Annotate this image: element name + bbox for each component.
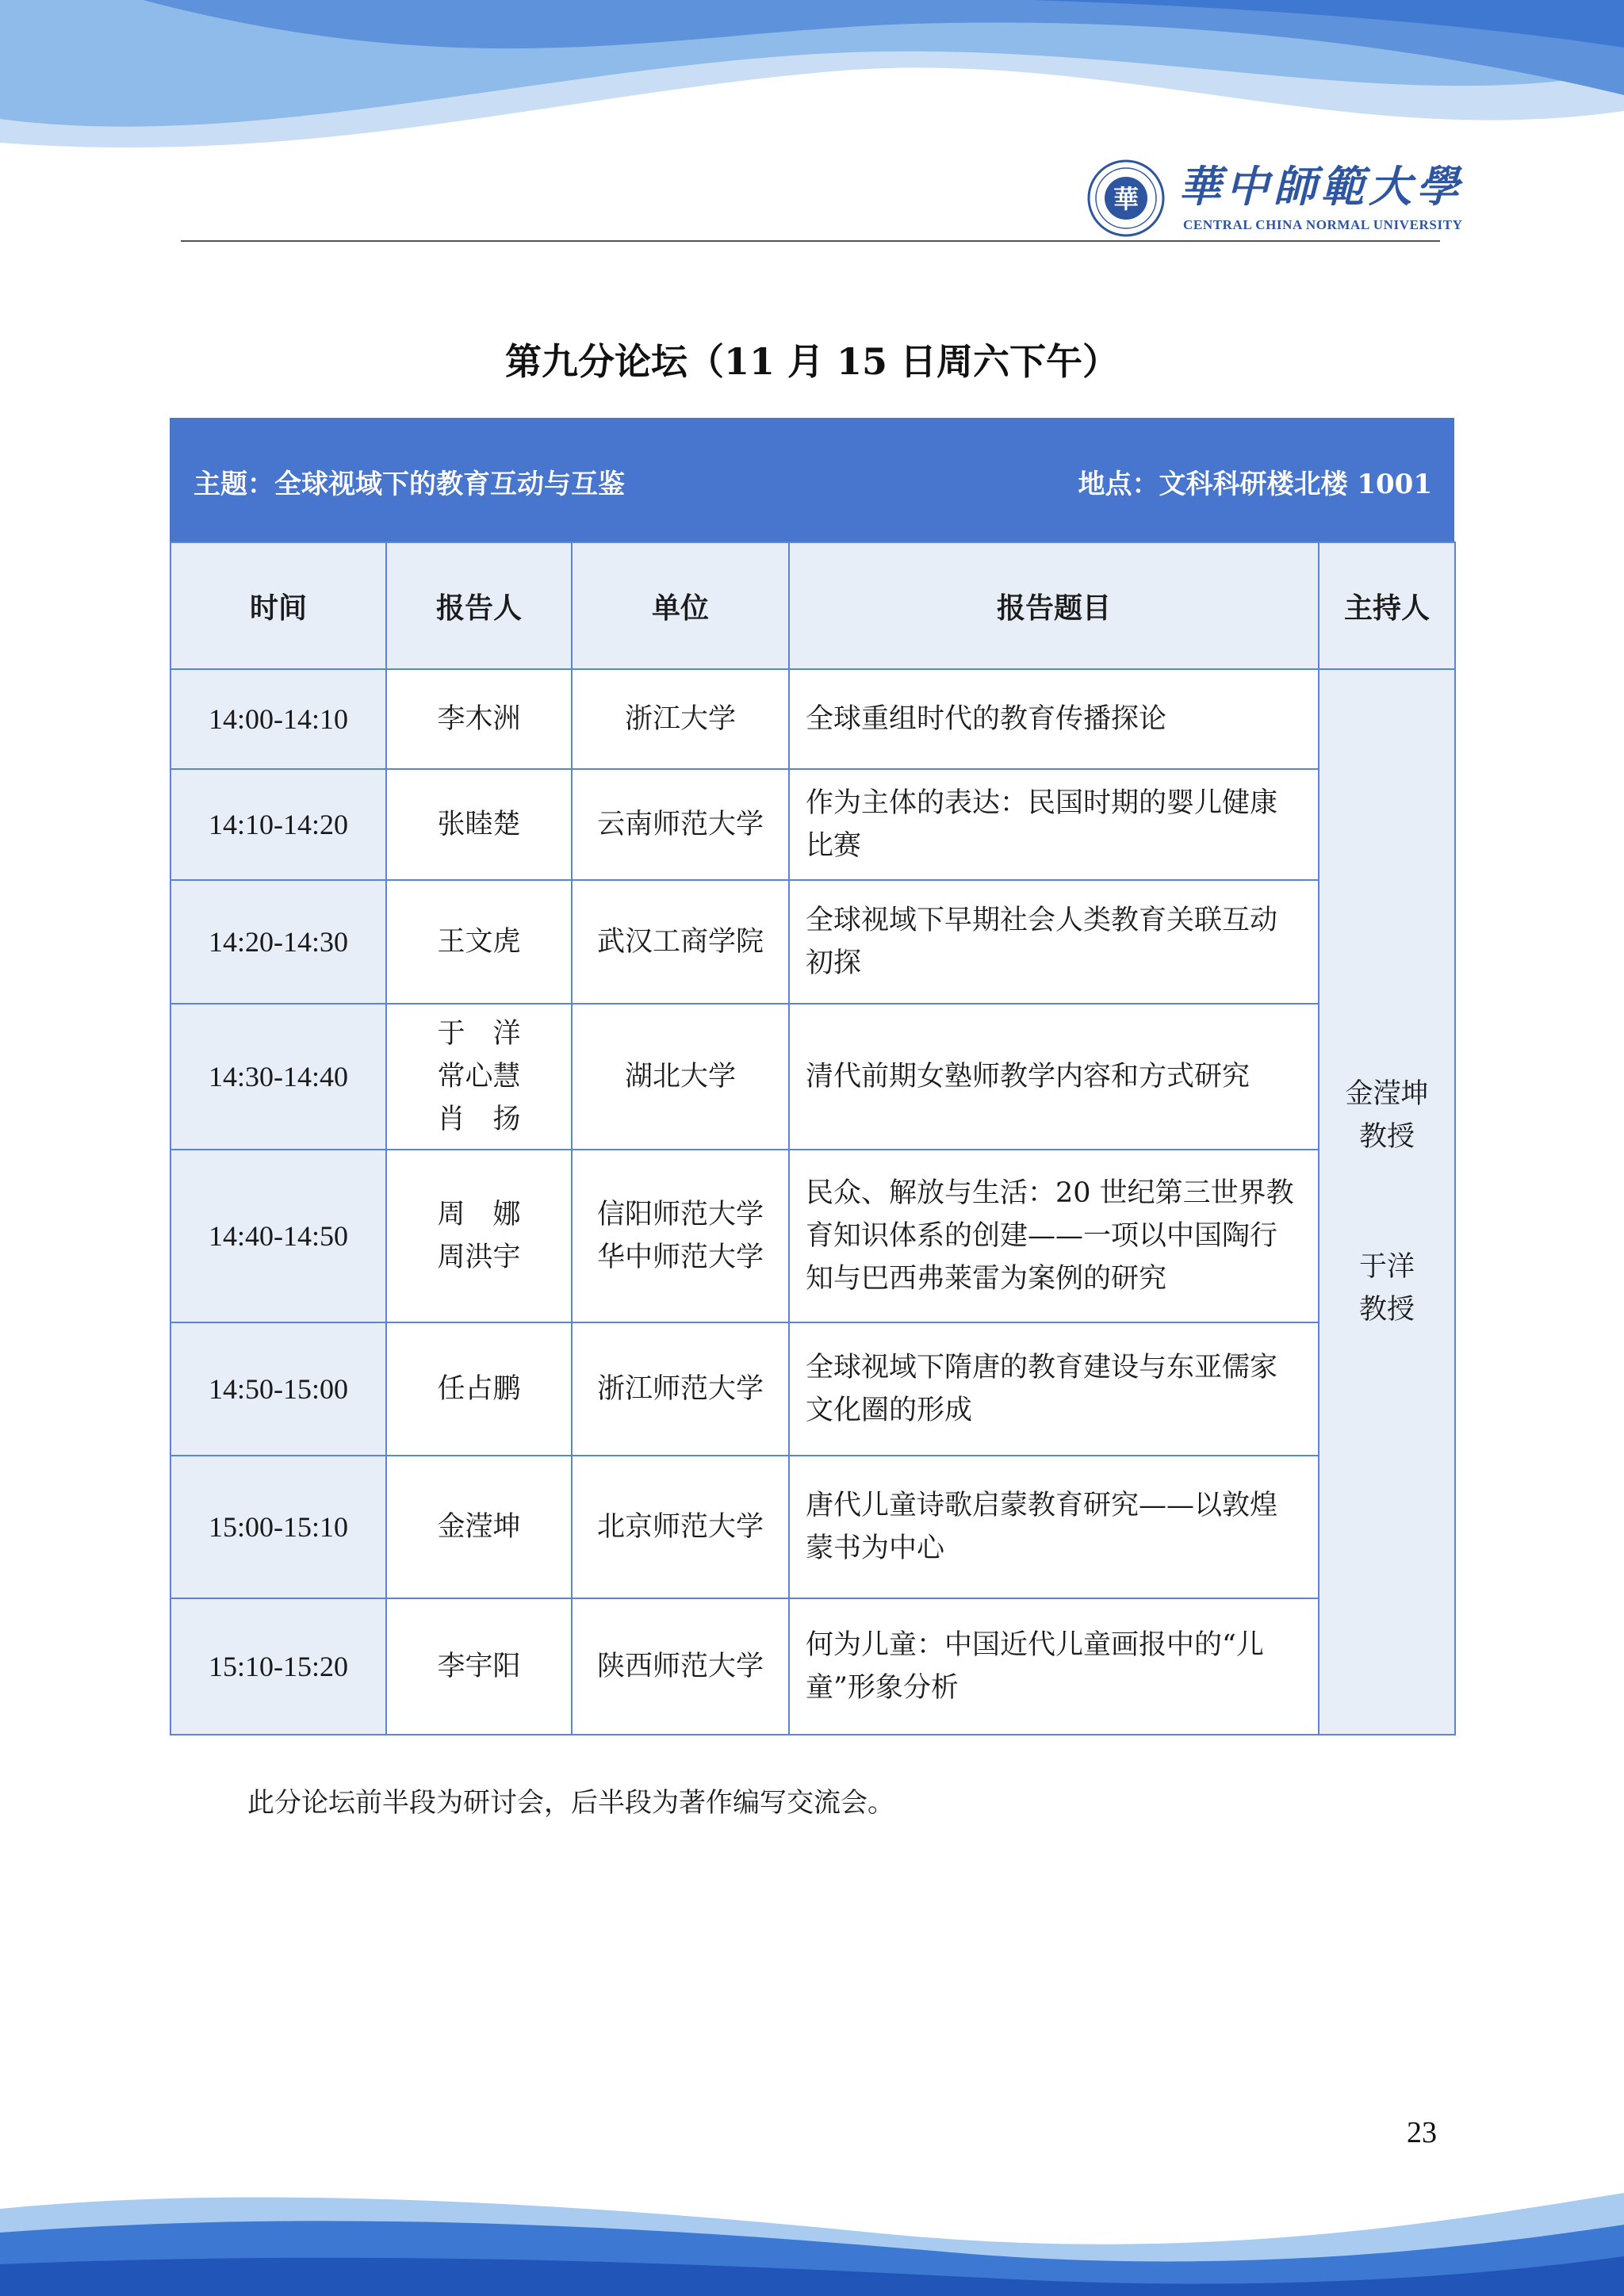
table-row (170, 1598, 1455, 1735)
cell-topic: 民众、解放与生活：20 世纪第三世界教育知识体系的创建——一项以中国陶行知与巴西弗莱雷为案例的研究 (789, 1150, 1319, 1322)
speaker-name: 李宇阳 (437, 1651, 521, 1682)
cell-topic: 唐代儿童诗歌启蒙教育研究——以敦煌蒙书为中心 (789, 1456, 1319, 1598)
cell-org (572, 769, 789, 880)
cell-org (572, 1150, 789, 1322)
page-title: 第九分论坛（11 月 15 日周六下午） (504, 340, 1120, 383)
cell-time: 14:30-14:40 (170, 1004, 386, 1150)
session-theme: 主题：全球视域下的教育互动与互鉴 (193, 469, 625, 500)
cell-topic: 全球视域下早期社会人类教育关联互动初探 (789, 880, 1319, 1004)
table-row (170, 1322, 1455, 1456)
host-name: 于洋 (1358, 1251, 1415, 1283)
cell-speaker (386, 669, 572, 769)
cell-topic: 何为儿童：中国近代儿童画报中的“儿童”形象分析 (789, 1598, 1319, 1735)
cell-org (572, 1004, 789, 1150)
header-host: 主持人 (1319, 542, 1455, 669)
speaker-name: 于 洋 (437, 1018, 521, 1050)
org-name: 浙江师范大学 (596, 1373, 764, 1405)
top-wave-decoration (0, 0, 1624, 159)
cell-time: 14:10-14:20 (170, 769, 386, 880)
cell-time: 14:50-15:00 (170, 1322, 386, 1456)
cell-time: 14:20-14:30 (170, 880, 386, 1004)
cell-org (572, 1322, 789, 1456)
university-name-en: CENTRAL CHINA NORMAL UNIVERSITY (1183, 217, 1463, 232)
bottom-wave-decoration (0, 2177, 1624, 2296)
table-header-row (170, 542, 1455, 669)
cell-time: 14:00-14:10 (170, 669, 386, 769)
cell-host (1319, 669, 1455, 1735)
cell-org (572, 1598, 789, 1735)
university-name-cn: 華中師範大學 (1178, 161, 1464, 212)
speaker-name: 任占鹏 (437, 1373, 521, 1405)
cell-topic: 全球视域下隋唐的教育建设与东亚儒家文化圈的形成 (789, 1322, 1319, 1456)
org-name: 华中师范大学 (596, 1242, 764, 1273)
table-row (170, 669, 1455, 769)
cell-org (572, 1456, 789, 1598)
speaker-name: 周 娜 (437, 1199, 521, 1230)
schedule-table-container (170, 418, 1454, 1735)
header-divider (181, 240, 1440, 242)
session-venue: 地点：文科科研楼北楼 1001 (1078, 469, 1432, 500)
cell-speaker (386, 1456, 572, 1598)
speaker-name: 王文虎 (437, 926, 521, 958)
cell-topic: 清代前期女塾师教学内容和方式研究 (789, 1004, 1319, 1150)
host-spacer (1320, 1158, 1454, 1246)
cell-time: 15:00-15:10 (170, 1456, 386, 1598)
speaker-name: 张睦楚 (437, 809, 521, 840)
cell-speaker (386, 1150, 572, 1322)
cell-speaker (386, 880, 572, 1004)
host-title: 教授 (1358, 1294, 1415, 1326)
page-number: 23 (1407, 2116, 1437, 2149)
session-banner (170, 418, 1454, 541)
forum-note: 此分论坛前半段为研讨会，后半段为著作编写交流会。 (247, 1787, 894, 1819)
schedule-table (170, 541, 1456, 1735)
org-name: 云南师范大学 (596, 809, 764, 840)
university-logo (1086, 155, 1464, 243)
table-row (170, 1456, 1455, 1598)
svg-text:華: 華 (1113, 184, 1139, 214)
speaker-name: 常心慧 (437, 1061, 521, 1093)
university-seal-icon (1086, 159, 1166, 238)
org-name: 浙江大学 (624, 703, 736, 735)
cell-speaker (386, 1322, 572, 1456)
cell-speaker (386, 769, 572, 880)
speaker-name: 李木洲 (437, 703, 521, 735)
table-row (170, 1150, 1455, 1322)
org-name: 武汉工商学院 (596, 926, 764, 958)
cell-time: 15:10-15:20 (170, 1598, 386, 1735)
table-row (170, 769, 1455, 880)
cell-org (572, 669, 789, 769)
header-topic: 报告题目 (789, 542, 1319, 669)
host-title: 教授 (1358, 1121, 1415, 1153)
org-name: 信阳师范大学 (596, 1199, 764, 1230)
cell-speaker (386, 1598, 572, 1735)
header-speaker: 报告人 (386, 542, 572, 669)
header-time: 时间 (170, 542, 386, 669)
table-row (170, 880, 1455, 1004)
cell-time: 14:40-14:50 (170, 1150, 386, 1322)
cell-org (572, 880, 789, 1004)
cell-speaker (386, 1004, 572, 1150)
org-name: 北京师范大学 (596, 1511, 764, 1543)
org-name: 湖北大学 (624, 1061, 736, 1093)
host-name: 金滢坤 (1345, 1078, 1429, 1110)
cell-topic: 全球重组时代的教育传播探论 (789, 669, 1319, 769)
org-name: 陕西师范大学 (596, 1651, 764, 1682)
header-org: 单位 (572, 542, 789, 669)
speaker-name: 金滢坤 (437, 1511, 521, 1543)
speaker-name: 肖 扬 (437, 1104, 521, 1135)
table-row (170, 1004, 1455, 1150)
cell-topic: 作为主体的表达：民国时期的婴儿健康比赛 (789, 769, 1319, 880)
speaker-name: 周洪宇 (437, 1242, 521, 1273)
